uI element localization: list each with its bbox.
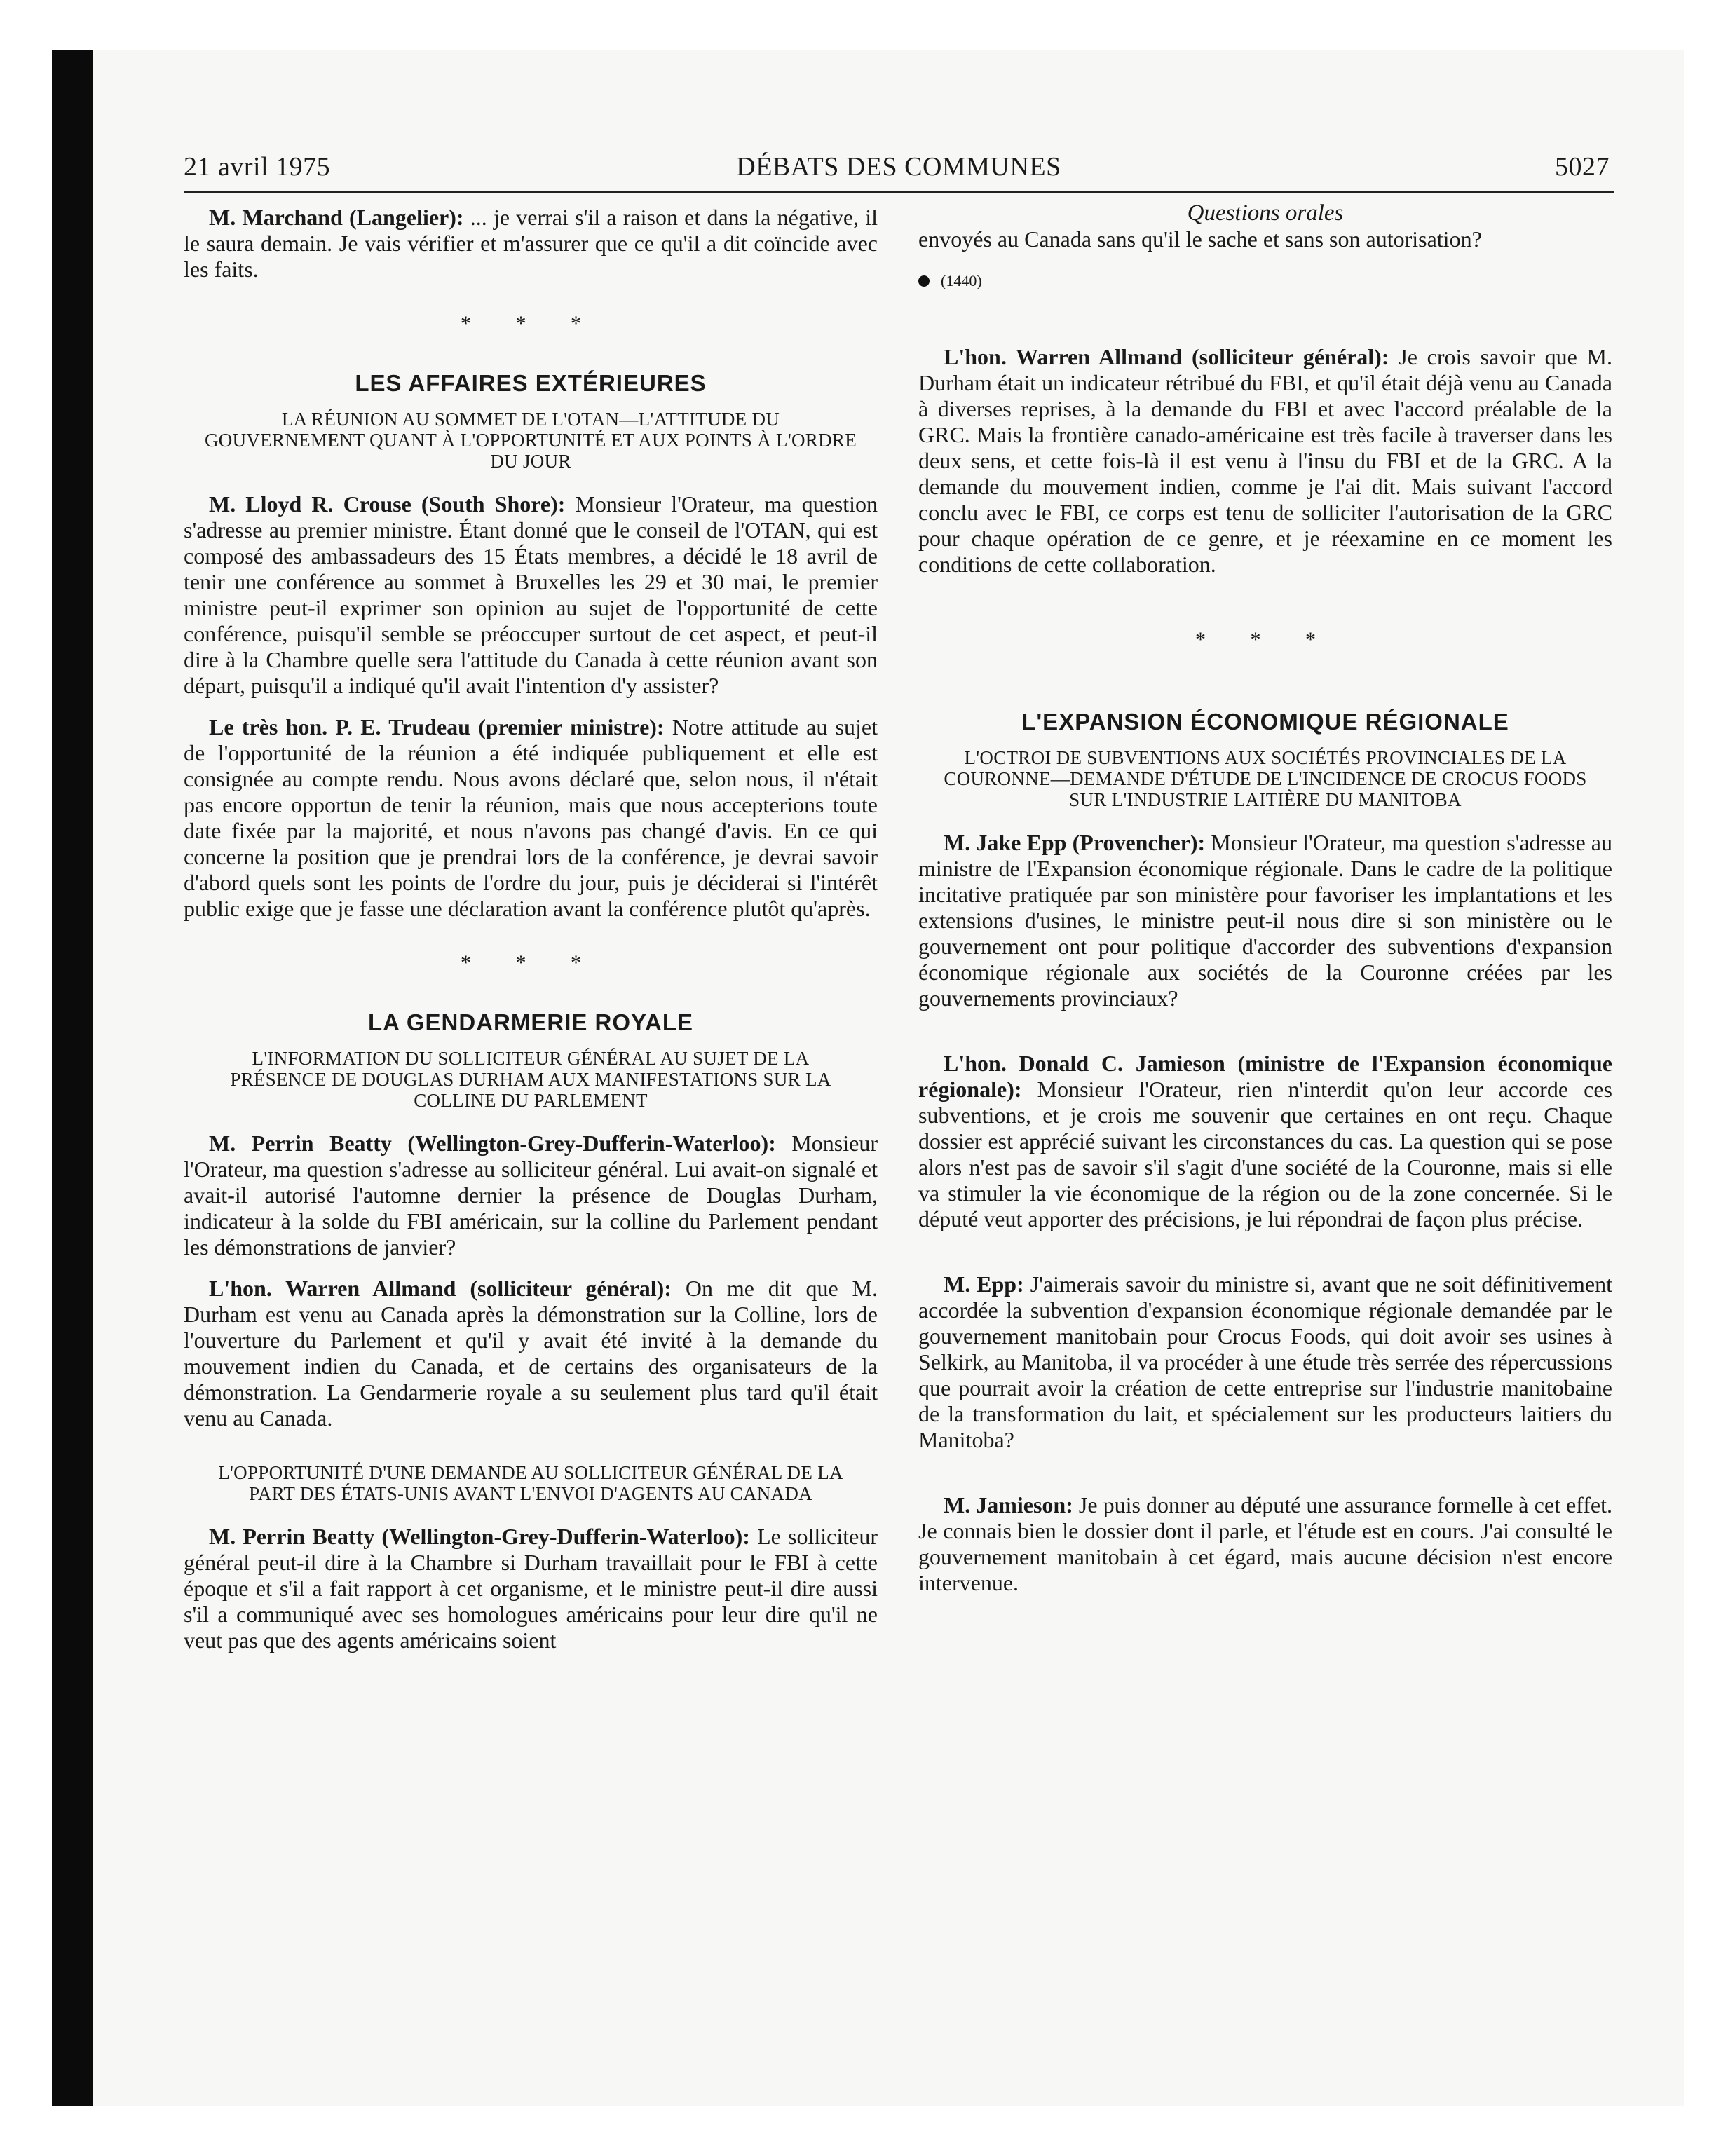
section-heading-gendarmerie: LA GENDARMERIE ROYALE	[367, 1009, 694, 1035]
speaker-name: M. Epp:	[944, 1271, 1024, 1297]
paragraph-beatty-2	[184, 1524, 878, 1653]
speech-text: Monsieur l'Orateur, ma question s'adresse au solliciteur général. Lui avait-on signalé et avait-il autorisé l'automne dernier la présence de Douglas Durham, indicateur à la solde du FBI américain, sur la colline du Parlement pendant les démonstrations de janvier?	[184, 1131, 878, 1260]
timestamp-text: (1440)	[941, 272, 982, 289]
speech-text: Monsieur l'Orateur, ma question s'adresse au ministre de l'Expansion économique régionale. Dans le cadre de la politique incitative pratiquée par son ministère pour favoriser les implantations et les extensions d'usines, le ministre peut-il nous dire si son ministère ou le gouvernement ont pour politique d'accorder des subventions d'expansion économique régionale aux sociétés de la Couronne créées par les gouvernements provinciaux?	[918, 830, 1613, 1011]
subheading-otan: LA RÉUNION AU SOMMET DE L'OTAN—L'ATTITUDE DU GOUVERNEMENT QUANT À L'OPPORTUNITÉ ET AUX POINTS À L'ORDRE DU JOUR	[205, 409, 857, 472]
speaker-name: L'hon. Donald C. Jamieson (ministre de l'Expansion économique régionale):	[918, 1051, 1612, 1102]
paragraph-jamieson-1	[918, 1051, 1612, 1232]
speaker-name: L'hon. Warren Allmand (solliciteur général):	[209, 1276, 672, 1301]
page-header	[184, 149, 1614, 193]
speaker-name: Le très hon. P. E. Trudeau (premier ministre):	[209, 714, 665, 739]
subheading-durham: L'INFORMATION DU SOLLICITEUR GÉNÉRAL AU SUJET DE LA PRÉSENCE DE DOUGLAS DURHAM AUX MANIFESTATIONS SUR LA COLLINE DU PARLEMENT	[230, 1048, 831, 1111]
scan-edge-bar	[52, 50, 93, 2106]
paragraph-epp-1	[918, 830, 1612, 1011]
paragraph-continuation: envoyés au Canada sans qu'il le sache et sans son autorisation?	[918, 226, 1482, 252]
section-separator: * * *	[461, 951, 601, 974]
header-date: 21 avril 1975	[184, 152, 331, 182]
speaker-name: M. Perrin Beatty (Wellington-Grey-Dufferin-Waterloo):	[209, 1131, 776, 1156]
speech-text: J'aimerais savoir du ministre si, avant que ne soit définitivement accordée la subvention d'expansion économique régionale demandée par le gouvernement manitobain pour Crocus Foods, qui doit avoir ses usines à Selkirk, au Manitoba, il va procéder à une étude très serrée des répercussions que pourrait avoir la création de cette entreprise sur l'industrie manitobaine de la transformation du lait, et spécialement sur les producteurs laitiers du Manitoba?	[918, 1271, 1613, 1452]
speaker-name: M. Jake Epp (Provencher):	[944, 830, 1206, 855]
speaker-name: M. Lloyd R. Crouse (South Shore):	[209, 491, 566, 517]
running-head: Questions orales	[1187, 200, 1344, 226]
speech-text: Monsieur l'Orateur, ma question s'adresse au premier ministre. Étant donné que le conseil de l'OTAN, qui est composé des ambassadeurs des 15 États membres, a décidé le 18 avril de tenir une conférence au sommet à Bruxelles les 29 et 30 mai, le premier ministre peut-il exprimer son opinion au sujet de l'opportunité de cette conférence, puisqu'il semble se préoccuper surtout de cet aspect, et peut-il dire à la Chambre quelle sera l'attitude du Canada à cette réunion avant son départ, puisqu'il a indiqué qu'il avait l'intention d'y assister?	[184, 491, 878, 698]
section-separator: * * *	[1195, 628, 1335, 651]
left-column	[184, 205, 878, 1669]
speech-text: On me dit que M. Durham est venu au Canada après la démonstration sur la Colline, lors de l'ouverture du Parlement et qu'il y avait été invité à la demande du mouvement indien du Canada, et de certains des organisateurs de la démonstration. La Gendarmerie royale a su seulement plus tard qu'il était venu au Canada.	[184, 1276, 878, 1431]
subheading-crocus: L'OCTROI DE SUBVENTIONS AUX SOCIÉTÉS PROVINCIALES DE LA COURONNE—DEMANDE D'ÉTUDE DE L'INCIDENCE DE CROCUS FOODS SUR L'INDUSTRIE LAITIÈRE DU MANITOBA	[944, 747, 1587, 810]
speech-text: ... je verrai s'il a raison et dans la négative, il le saura demain. Je vais vérifier et m'assurer que ce qu'il a dit coïncide avec les faits.	[184, 205, 878, 282]
speech-text: Notre attitude au sujet de l'opportunité de la réunion a été indiquée publiquement et elle est consignée au compte rendu. Nous avons déclaré que, selon nous, il n'était pas encore opportun de tenir la réunion, mais que nous accepterions toute date fixée par la majorité, et nous n'avons pas changé d'avis. En ce qui concerne la position que je prendrai lors de la conférence, je devrai savoir d'abord quels sont les points de l'ordre du jour, puis je déciderai si l'intérêt public exige que je fasse une déclaration avant la conférence plutôt qu'après.	[184, 714, 878, 921]
section-separator: * * *	[461, 312, 601, 335]
speaker-name: M. Perrin Beatty (Wellington-Grey-Dufferin-Waterloo):	[209, 1524, 750, 1549]
section-heading-expansion: L'EXPANSION ÉCONOMIQUE RÉGIONALE	[1021, 709, 1509, 735]
paragraph-epp-2	[918, 1271, 1612, 1453]
paragraph-beatty-1	[184, 1131, 878, 1260]
speech-text: Je puis donner au député une assurance formelle à cet effet. Je connais bien le dossier dont il parle, et l'étude est en cours. J'ai consulté le gouvernement manitobain à cet égard, mais aucune décision n'est encore intervenue.	[918, 1492, 1613, 1595]
paragraph-allmand-1	[184, 1276, 878, 1431]
speaker-name: M. Marchand (Langelier):	[209, 205, 464, 230]
paragraph-trudeau	[184, 714, 878, 922]
right-column	[918, 200, 1613, 1611]
speech-text: Monsieur l'Orateur, rien n'interdit qu'on leur accorde ces subventions, et je crois me souvenir que certaines en ont reçu. Chaque dossier est apprécié suivant les circonstances du cas. La question qui se pose alors n'est pas de savoir s'il s'agit d'une société de la Couronne, mais si elle va stimuler la vie économique de la région ou de la zone concernée. Si le député veut apporter des précisions, je lui répondrai de façon plus précise.	[918, 1077, 1612, 1231]
speech-text: Je crois savoir que M. Durham était un indicateur rétribué du FBI, et qu'il était déjà venu au Canada à diverses reprises, à la demande du FBI et avec l'accord préalable de la GRC. Mais la frontière canado-américaine est très facile à traverser dans les deux sens, et cette fois-là il est venu à l'insu du FBI et de la GRC. A la demande du mouvement indien, comme je l'ai dit. Mais suivant l'accord conclu avec le FBI, ce corps est tenu de solliciter l'autorisation de la GRC pour chaque opération de ce genre, et je réexamine en ce moment les conditions de cette collaboration.	[918, 344, 1613, 577]
speech-text: Le solliciteur général peut-il dire à la Chambre si Durham travaillait pour le FBI à cette époque et s'il a fait rapport à cet organisme, et le ministre peut-il dire aussi s'il a communiqué avec ses homologues américains pour leur dire qu'il ne veut pas que des agents américains soient	[184, 1524, 878, 1653]
subheading-agents: L'OPPORTUNITÉ D'UNE DEMANDE AU SOLLICITEUR GÉNÉRAL DE LA PART DES ÉTATS-UNIS AVANT L'ENVOI D'AGENTS AU CANADA	[218, 1462, 843, 1504]
bullet-icon	[918, 275, 930, 287]
paragraph-crouse	[184, 491, 878, 699]
speaker-name: L'hon. Warren Allmand (solliciteur général):	[944, 344, 1389, 369]
paragraph-marchand	[184, 205, 878, 282]
timestamp-marker	[918, 268, 1612, 294]
speaker-name: M. Jamieson:	[944, 1492, 1073, 1517]
paragraph-jamieson-2	[918, 1492, 1612, 1596]
header-title: DÉBATS DES COMMUNES	[736, 152, 1061, 182]
header-page-number: 5027	[1555, 152, 1610, 182]
paragraph-allmand-2	[918, 344, 1612, 578]
section-heading-affaires-exterieures: LES AFFAIRES EXTÉRIEURES	[355, 370, 707, 396]
